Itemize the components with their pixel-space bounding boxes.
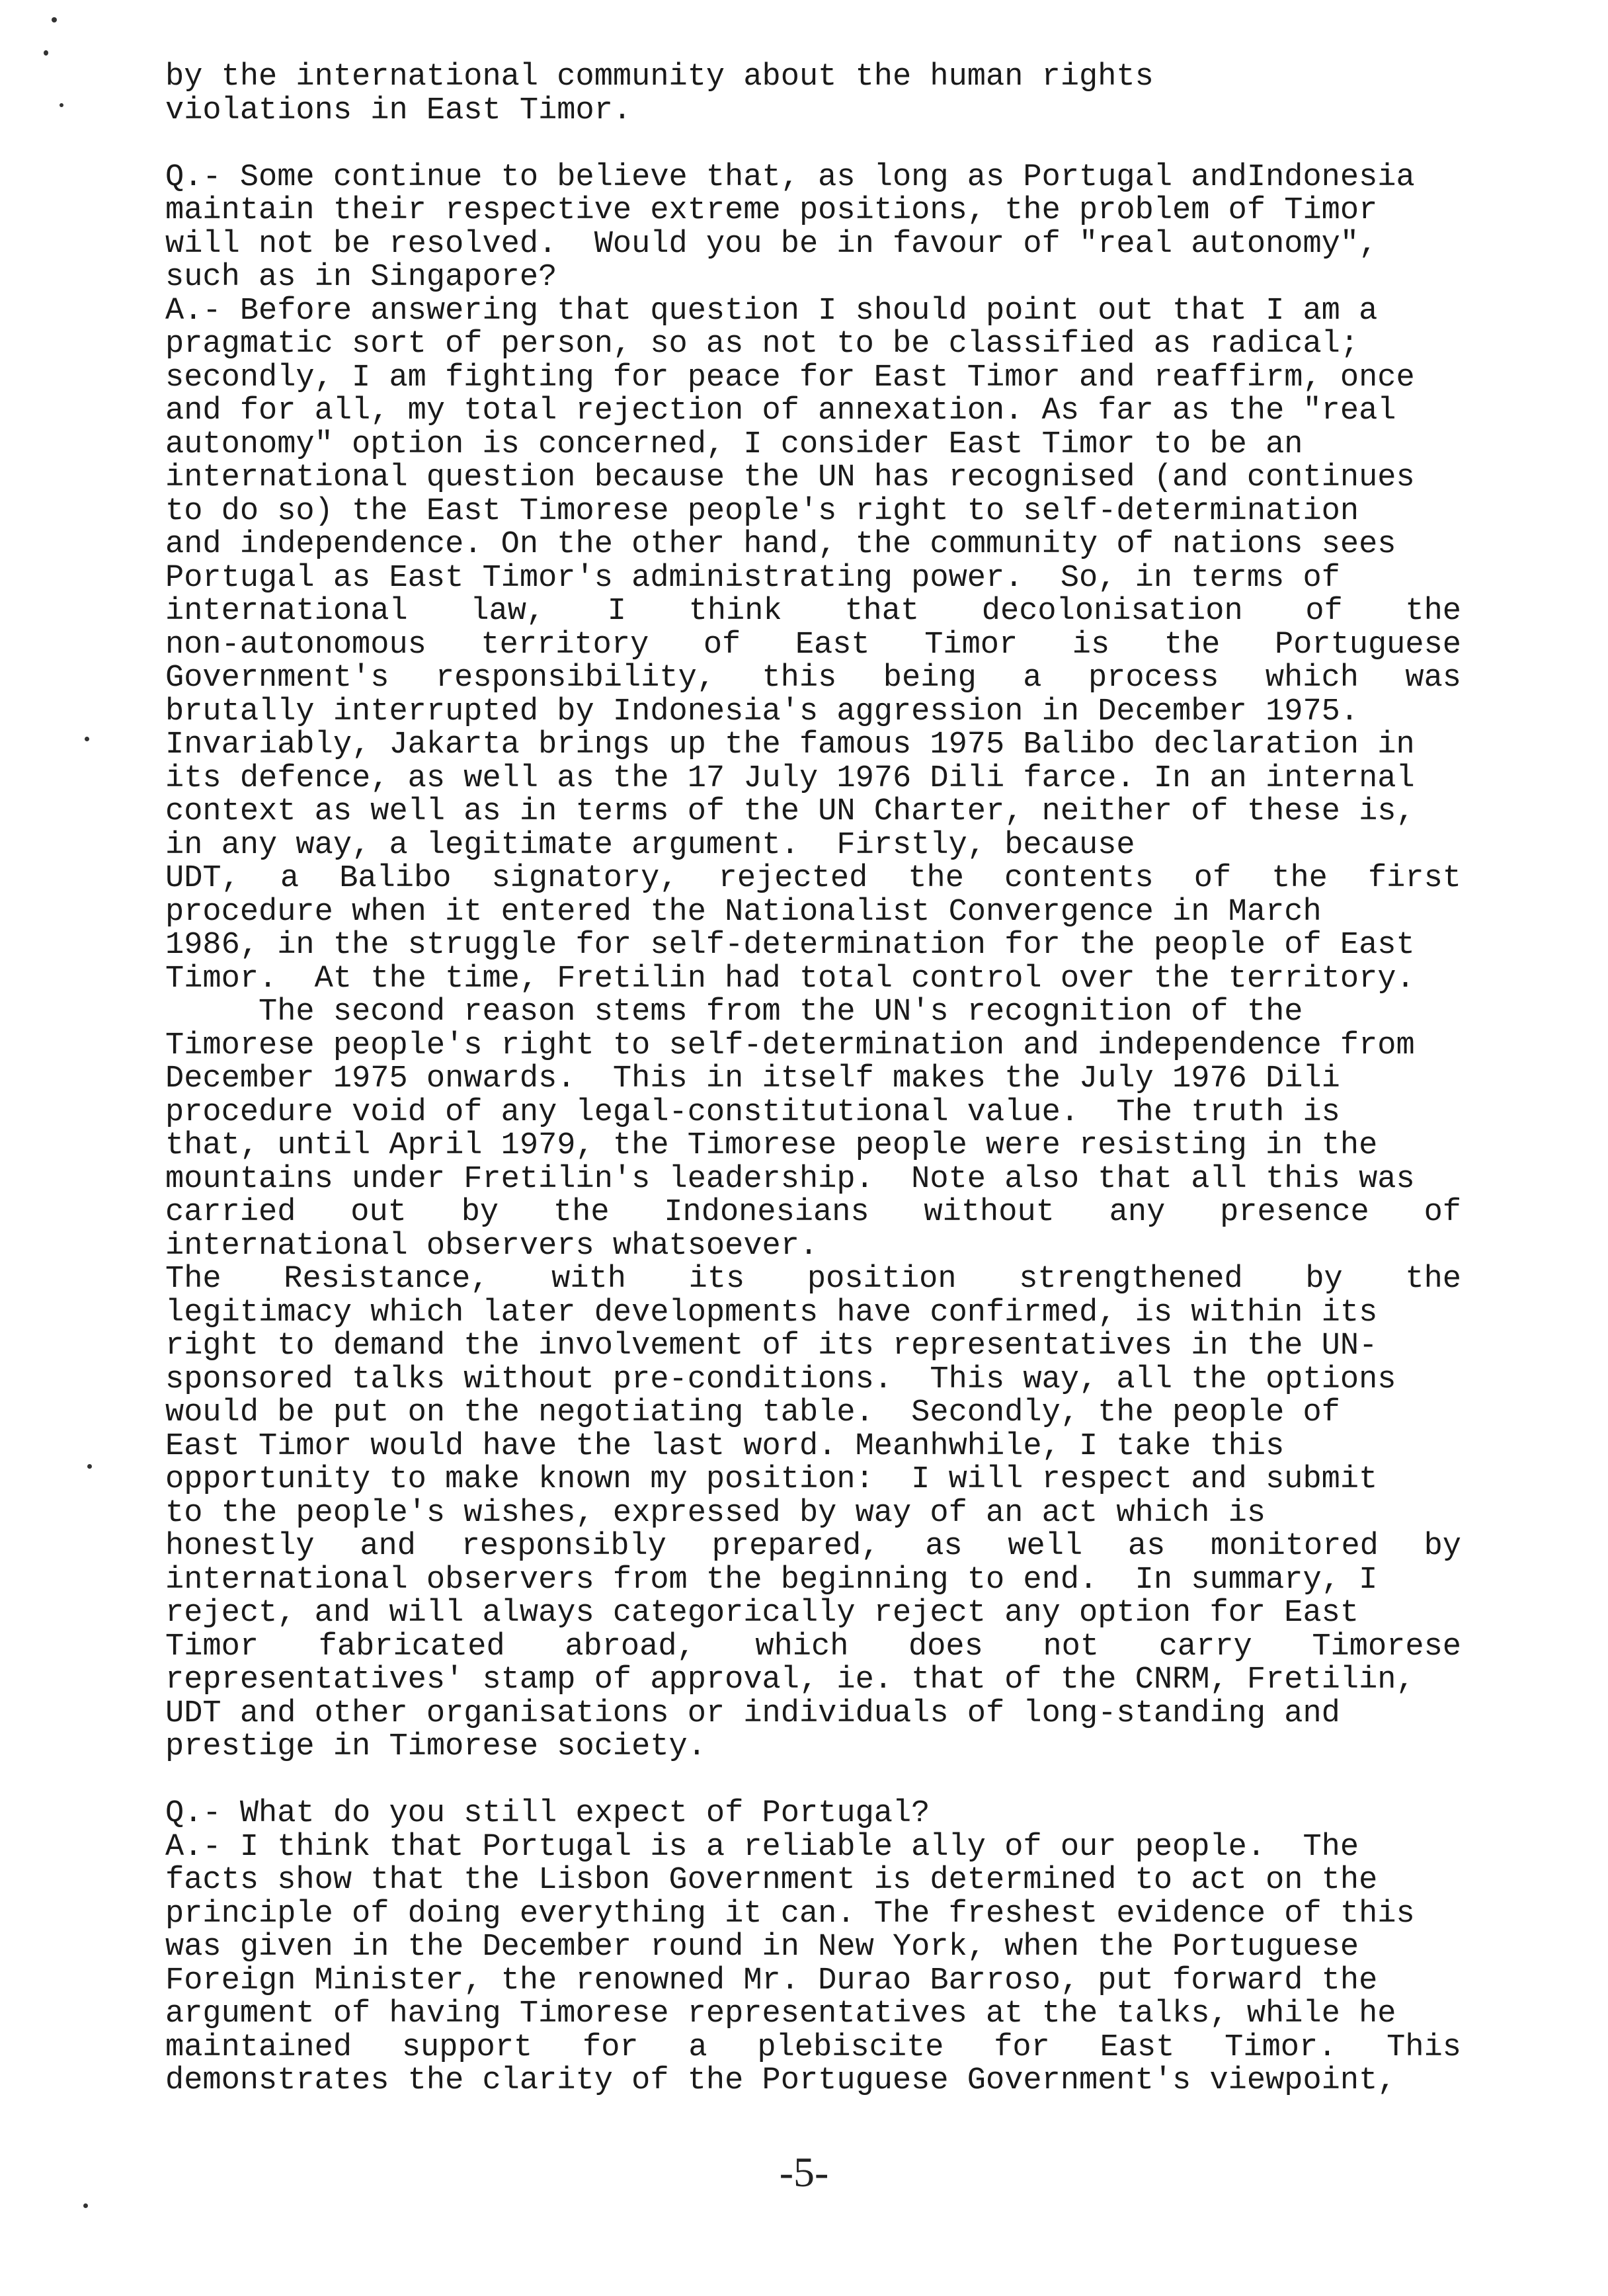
text-line: December 1975 onwards. This in itself makes the July 1976 Dili (165, 1061, 1340, 1096)
text-line: right to demand the involvement of its representatives in the UN- (165, 1329, 1378, 1364)
text-line: UDT, a Balibo signatory, rejected the contents of the first (165, 861, 1461, 896)
text-line: international observers from the beginning to end. In summary, I (165, 1562, 1378, 1598)
document-body (165, 61, 1461, 2098)
text-line: principle of doing everything it can. The freshest evidence of this (165, 1896, 1415, 1932)
blank-line (165, 1764, 1461, 1798)
text-line: will not be resolved. Would you be in favour of "real autonomy", (165, 226, 1378, 262)
text-line: international question because the UN has recognised (and continues (165, 460, 1415, 495)
text-line: The Resistance, with its position strengthened by the (165, 1262, 1461, 1297)
text-line: Foreign Minister, the renowned Mr. Durao Barroso, put forward the (165, 1963, 1378, 1998)
text-line: East Timor would have the last word. Meanhwhile, I take this (165, 1428, 1285, 1464)
text-line: procedure void of any legal-constitutional value. The truth is (165, 1094, 1340, 1130)
text-line: autonomy" option is concerned, I consider East Timor to be an (165, 427, 1303, 462)
text-line: maintain their respective extreme positions, the problem of Timor (165, 193, 1378, 228)
text-line: carried out by the Indonesians without any presence of (165, 1195, 1461, 1230)
text-line: legitimacy which later developments have confirmed, is within its (165, 1295, 1378, 1331)
text-line: prestige in Timorese society. (165, 1729, 706, 1764)
text-line: Q.- Some continue to believe that, as long as Portugal andIndonesia (165, 159, 1415, 195)
text-line: brutally interrupted by Indonesia's aggression in December 1975. (165, 694, 1359, 729)
scan-speck (85, 737, 89, 741)
text-line: maintained support for a plebiscite for East Timor. This (165, 2030, 1461, 2065)
text-line: A.- I think that Portugal is a reliable ally of our people. The (165, 1829, 1359, 1865)
text-line: Invariably, Jakarta brings up the famous 1975 Balibo declaration in (165, 727, 1415, 762)
text-line: opportunity to make known my position: I will respect and submit (165, 1462, 1378, 1497)
text-line: would be put on the negotiating table. Secondly, the people of (165, 1395, 1340, 1430)
scan-speck (60, 103, 63, 107)
text-line: international law, I think that decolonisation of the (165, 594, 1461, 629)
scan-speck (52, 17, 57, 22)
text-line: was given in the December round in New York, when the Portuguese (165, 1930, 1359, 1965)
text-line: by the international community about the human rights (165, 60, 1154, 95)
text-line: and independence. On the other hand, the community of nations sees (165, 527, 1396, 562)
blank-line (165, 128, 1461, 161)
text-line: international observers whatsoever. (165, 1228, 819, 1264)
text-line: mountains under Fretilin's leadership. Note also that all this was (165, 1161, 1415, 1197)
scan-speck (44, 50, 48, 56)
text-line: secondly, I am fighting for peace for East Timor and reaffirm, once (165, 360, 1415, 395)
scan-speck (87, 1464, 92, 1469)
text-line: facts show that the Lisbon Government is determined to act on the (165, 1863, 1378, 1898)
text-line: pragmatic sort of person, so as not to be classified as radical; (165, 327, 1359, 362)
text-line: reject, and will always categorically reject any option for East (165, 1596, 1359, 1631)
text-line: that, until April 1979, the Timorese people were resisting in the (165, 1128, 1378, 1163)
text-line: such as in Singapore? (165, 260, 557, 295)
text-line: The second reason stems from the UN's recognition of the (165, 995, 1303, 1030)
text-line: demonstrates the clarity of the Portuguese Government's viewpoint, (165, 2063, 1396, 2098)
text-line: representatives' stamp of approval, ie. that of the CNRM, Fretilin, (165, 1662, 1415, 1698)
text-line: its defence, as well as the 17 July 1976 Dili farce. In an internal (165, 760, 1415, 796)
page-number: -5- (779, 2149, 829, 2195)
text-line: 1986, in the struggle for self-determination for the people of East (165, 928, 1415, 963)
text-line: non-autonomous territory of East Timor is the Portuguese (165, 627, 1461, 663)
text-line: to the people's wishes, expressed by way of an act which is (165, 1495, 1266, 1531)
text-line: sponsored talks without pre-conditions. This way, all the options (165, 1362, 1396, 1397)
text-line: honestly and responsibly prepared, as well as monitored by (165, 1529, 1461, 1564)
text-line: Timor fabricated abroad, which does not carry Timorese (165, 1629, 1461, 1664)
text-line: Q.- What do you still expect of Portugal? (165, 1796, 930, 1831)
text-line: Timor. At the time, Fretilin had total control over the territory. (165, 961, 1415, 997)
text-line: argument of having Timorese representatives at the talks, while he (165, 1996, 1396, 2031)
text-line: and for all, my total rejection of annexation. As far as the "real (165, 393, 1396, 429)
text-line: violations in East Timor. (165, 93, 632, 128)
text-line: procedure when it entered the Nationalist Convergence in March (165, 894, 1322, 930)
text-line: context as well as in terms of the UN Charter, neither of these is, (165, 794, 1415, 829)
text-line: UDT and other organisations or individuals of long-standing and (165, 1696, 1340, 1731)
text-line: in any way, a legitimate argument. Firstly, because (165, 827, 1135, 863)
text-line: Timorese people's right to self-determination and independence from (165, 1028, 1415, 1063)
scan-speck (83, 2203, 88, 2208)
text-line: Government's responsibility, this being a process which was (165, 661, 1461, 696)
text-line: Portugal as East Timor's administrating power. So, in terms of (165, 560, 1340, 596)
text-line: A.- Before answering that question I should point out that I am a (165, 293, 1378, 329)
text-line: to do so) the East Timorese people's right to self-determination (165, 493, 1359, 529)
